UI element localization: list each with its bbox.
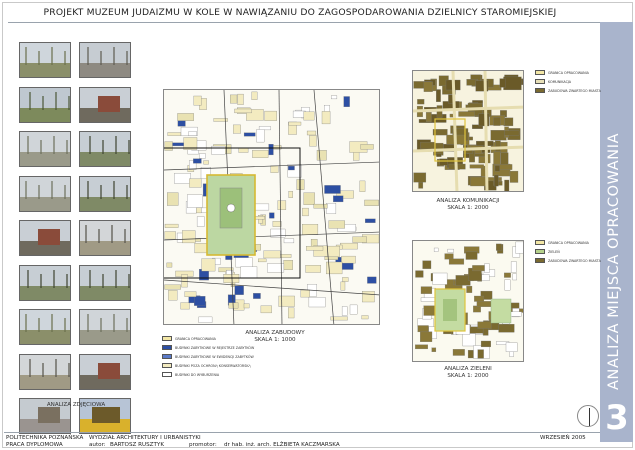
site-photo-image — [20, 310, 71, 345]
komunikacji-legend-0-label: GRANICA OPRACOWANIA — [548, 70, 589, 75]
zabudowy-legend-2-label: BUDYNKI ZABYTKOWE W EWIDENCJI ZABYTKÓW — [175, 354, 254, 359]
site-photo — [19, 309, 71, 345]
komunikacji-legend-0 — [535, 70, 589, 75]
zabudowy-legend-3-swatch — [162, 363, 172, 368]
site-photo — [19, 42, 71, 78]
zieleni-legend-2-label: ZABUDOWA ZWARTEGO MIASTA — [548, 258, 601, 263]
komunikacji-legend-0-swatch — [535, 70, 545, 75]
north-arrow-needle — [589, 408, 590, 426]
zabudowy-legend-0 — [162, 336, 216, 341]
map-komunikacji-drawing — [413, 71, 524, 192]
site-photo — [19, 220, 71, 256]
footer-author: BARTOSZ RUSZTYK — [110, 442, 164, 448]
zieleni-legend-0-label: GRANICA OPRACOWANIA — [548, 240, 589, 245]
site-photo — [19, 131, 71, 167]
zieleni-legend-2-swatch — [535, 258, 545, 263]
komunikacji-caption-2: SKALA 1: 2000 — [447, 205, 489, 211]
site-photo — [19, 176, 71, 212]
page-title: PROJEKT MUZEUM JUDAIZMU W KOLE W NAWIĄZANIU DO ZAGOSPODAROWANIA DZIELNICY STAROMIEJSKIEJ — [43, 7, 557, 18]
zabudowy-legend-4-swatch — [162, 372, 172, 377]
komunikacji-legend-1-label: KOMUNIKACJA — [548, 79, 572, 84]
site-photo-image — [20, 132, 71, 167]
footer-faculty: WYDZIAŁ ARCHITEKTURY I URBANISTYKI — [89, 435, 201, 441]
zabudowy-legend-4-label: BUDYNKI DO WYBURZENIA — [175, 372, 220, 377]
zabudowy-legend-3-label: BUDYNKI POZA OCHRONĄ KONSERWATORSKĄ — [175, 363, 251, 368]
site-photo-image — [20, 177, 71, 212]
page-number: 3 — [605, 398, 629, 438]
map-zabudowy-drawing — [164, 90, 380, 325]
site-photo-image — [20, 221, 71, 256]
site-photo — [19, 265, 71, 301]
footer-divider — [4, 432, 600, 433]
map-zieleni-drawing — [413, 241, 524, 362]
site-photo-image — [20, 266, 71, 301]
zabudowy-legend-2 — [162, 354, 254, 359]
map-komunikacji — [412, 70, 524, 192]
site-photo — [79, 220, 131, 256]
site-photo — [79, 42, 131, 78]
site-photo — [79, 176, 131, 212]
zieleni-legend-1 — [535, 249, 560, 254]
komunikacji-legend-1-swatch — [535, 79, 545, 84]
zabudowy-caption-2: SKALA 1: 1000 — [254, 337, 296, 343]
footer-promotor-label: promotor: — [189, 442, 217, 448]
zieleni-legend-1-label: ZIELEŃ — [548, 249, 560, 254]
title-divider — [8, 22, 600, 23]
komunikacji-legend-2 — [535, 88, 601, 93]
zabudowy-legend-4 — [162, 372, 219, 377]
sidebar-vertical-title: ANALIZA MIEJSCA OPRACOWANIA — [606, 132, 622, 390]
komunikacji-legend-2-label: ZABUDOWA ZWARTEGO MIASTA — [548, 88, 601, 93]
site-photo — [79, 87, 131, 123]
site-photo-image — [80, 177, 131, 212]
site-photo-image — [20, 43, 71, 78]
photos-caption: ANALIZA ZDJĘCIOWA — [46, 402, 106, 408]
map-zabudowy — [163, 89, 380, 325]
zieleni-legend-2 — [535, 258, 601, 263]
site-photo-image — [80, 132, 131, 167]
site-photo-image — [80, 310, 131, 345]
zieleni-legend-1-swatch — [535, 249, 545, 254]
zieleni-legend-0 — [535, 240, 589, 245]
zabudowy-legend-0-label: GRANICA OPRACOWANIA — [175, 336, 216, 341]
site-photo — [19, 354, 71, 390]
zabudowy-caption-1: ANALIZA ZABUDOWY — [245, 330, 305, 336]
zabudowy-legend-1-swatch — [162, 345, 172, 350]
zabudowy-legend-1 — [162, 345, 254, 350]
map-zieleni — [412, 240, 524, 362]
komunikacji-legend-2-swatch — [535, 88, 545, 93]
komunikacji-caption-1: ANALIZA KOMUNIKACJI — [436, 198, 500, 204]
site-photo — [79, 309, 131, 345]
site-photo — [79, 131, 131, 167]
footer-author-label: autor: — [89, 442, 106, 448]
zabudowy-legend-2-swatch — [162, 354, 172, 359]
zabudowy-legend-0-swatch — [162, 336, 172, 341]
footer-promotor: dr hab. inż. arch. ELŻBIETA KACZMARSKA — [224, 442, 340, 448]
site-photo — [79, 265, 131, 301]
site-photo-image — [80, 43, 131, 78]
komunikacji-legend-1 — [535, 79, 571, 84]
site-photo-image — [80, 221, 131, 256]
site-photo-image — [20, 88, 71, 123]
footer-date: WRZESIEŃ 2005 — [540, 435, 586, 441]
zieleni-caption-2: SKALA 1: 2000 — [447, 373, 489, 379]
site-photo — [79, 354, 131, 390]
site-photo-image — [80, 266, 131, 301]
footer-thesis: PRACA DYPLOMOWA — [6, 442, 63, 448]
zabudowy-legend-3 — [162, 363, 251, 368]
footer-university: POLITECHNIKA POZNAŃSKA — [6, 435, 84, 441]
zabudowy-legend-1-label: BUDYNKI ZABYTKOWE W REJESTRZE ZABYTKÓW — [175, 345, 255, 350]
zieleni-legend-0-swatch — [535, 240, 545, 245]
site-photo-image — [80, 88, 131, 123]
zieleni-caption-1: ANALIZA ZIELENI — [444, 366, 492, 372]
north-arrow-icon — [577, 405, 599, 427]
site-photo-image — [20, 355, 71, 390]
site-photo — [19, 87, 71, 123]
site-photo-image — [80, 355, 131, 390]
